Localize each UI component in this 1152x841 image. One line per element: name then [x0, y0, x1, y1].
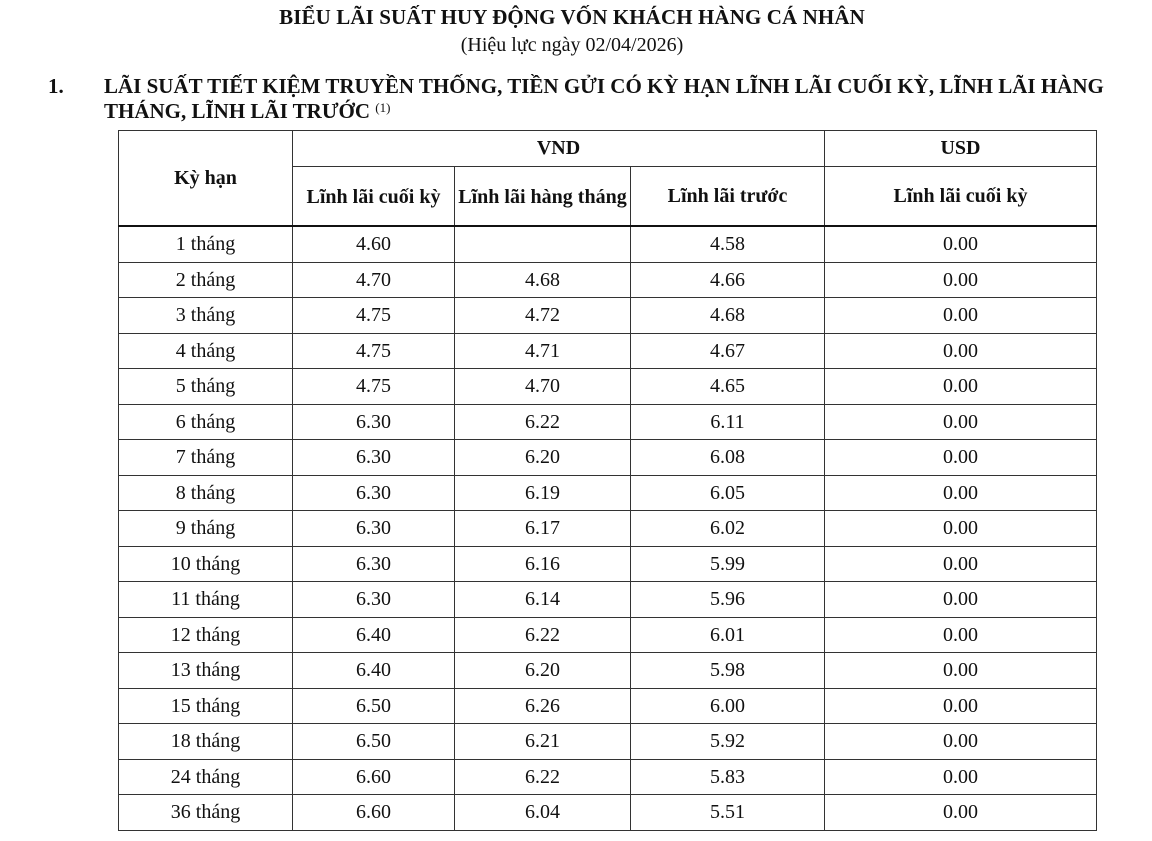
- vnd-end-cell: 4.75: [293, 333, 455, 369]
- vnd-monthly-cell: 6.22: [455, 759, 631, 795]
- usd-end-cell: 0.00: [825, 369, 1097, 405]
- section-number: 1.: [48, 74, 64, 98]
- header-vnd-upfront: Lĩnh lãi trước: [631, 167, 825, 227]
- header-term: Kỳ hạn: [119, 131, 293, 227]
- section-title: [104, 74, 1104, 124]
- vnd-monthly-cell: 6.04: [455, 795, 631, 831]
- usd-end-cell: 0.00: [825, 333, 1097, 369]
- usd-end-cell: 0.00: [825, 546, 1097, 582]
- vnd-upfront-cell: 5.92: [631, 724, 825, 760]
- vnd-end-cell: 4.75: [293, 298, 455, 334]
- table-row: [119, 617, 1097, 653]
- vnd-end-cell: 4.70: [293, 262, 455, 298]
- vnd-end-cell: 6.30: [293, 582, 455, 618]
- usd-end-cell: 0.00: [825, 688, 1097, 724]
- vnd-upfront-cell: 5.51: [631, 795, 825, 831]
- table-row: [119, 582, 1097, 618]
- vnd-end-cell: 6.40: [293, 653, 455, 689]
- table-body: [119, 226, 1097, 830]
- vnd-upfront-cell: 6.02: [631, 511, 825, 547]
- vnd-monthly-cell: 6.20: [455, 440, 631, 476]
- vnd-monthly-cell: 6.17: [455, 511, 631, 547]
- document-title: BIỂU LÃI SUẤT HUY ĐỘNG VỐN KHÁCH HÀNG CÁ NHÂN: [279, 5, 865, 29]
- term-cell: 8 tháng: [119, 475, 293, 511]
- effective-date: (Hiệu lực ngày 02/04/2026): [460, 34, 684, 56]
- term-cell: 7 tháng: [119, 440, 293, 476]
- term-cell: 13 tháng: [119, 653, 293, 689]
- vnd-upfront-cell: 4.66: [631, 262, 825, 298]
- table-row: [119, 759, 1097, 795]
- vnd-upfront-cell: 6.00: [631, 688, 825, 724]
- vnd-upfront-cell: 4.58: [631, 226, 825, 262]
- vnd-end-cell: 6.60: [293, 759, 455, 795]
- header-usd-end-of-term: Lĩnh lãi cuối kỳ: [825, 167, 1097, 227]
- vnd-end-cell: 6.30: [293, 511, 455, 547]
- vnd-upfront-cell: 4.67: [631, 333, 825, 369]
- term-cell: 2 tháng: [119, 262, 293, 298]
- usd-end-cell: 0.00: [825, 440, 1097, 476]
- header-usd-group: USD: [825, 131, 1097, 167]
- usd-end-cell: 0.00: [825, 617, 1097, 653]
- term-cell: 10 tháng: [119, 546, 293, 582]
- vnd-upfront-cell: 5.83: [631, 759, 825, 795]
- usd-end-cell: 0.00: [825, 475, 1097, 511]
- term-cell: 11 tháng: [119, 582, 293, 618]
- usd-end-cell: 0.00: [825, 298, 1097, 334]
- usd-end-cell: 0.00: [825, 795, 1097, 831]
- vnd-monthly-cell: [455, 226, 631, 262]
- term-cell: 18 tháng: [119, 724, 293, 760]
- vnd-monthly-cell: 6.16: [455, 546, 631, 582]
- usd-end-cell: 0.00: [825, 404, 1097, 440]
- vnd-upfront-cell: 6.08: [631, 440, 825, 476]
- footnote-marker: (1): [375, 100, 391, 115]
- vnd-monthly-cell: 6.22: [455, 617, 631, 653]
- vnd-end-cell: 6.50: [293, 724, 455, 760]
- vnd-end-cell: 6.30: [293, 440, 455, 476]
- table-row: [119, 688, 1097, 724]
- term-cell: 36 tháng: [119, 795, 293, 831]
- vnd-monthly-cell: 6.26: [455, 688, 631, 724]
- term-cell: 3 tháng: [119, 298, 293, 334]
- vnd-end-cell: 4.75: [293, 369, 455, 405]
- vnd-upfront-cell: 4.65: [631, 369, 825, 405]
- vnd-monthly-cell: 4.71: [455, 333, 631, 369]
- usd-end-cell: 0.00: [825, 511, 1097, 547]
- header-vnd-end-of-term: Lĩnh lãi cuối kỳ: [293, 167, 455, 227]
- vnd-monthly-cell: 6.22: [455, 404, 631, 440]
- vnd-monthly-cell: 4.70: [455, 369, 631, 405]
- vnd-end-cell: 6.30: [293, 475, 455, 511]
- vnd-end-cell: 6.50: [293, 688, 455, 724]
- vnd-monthly-cell: 6.20: [455, 653, 631, 689]
- table-row: [119, 440, 1097, 476]
- vnd-monthly-cell: 4.72: [455, 298, 631, 334]
- vnd-monthly-cell: 4.68: [455, 262, 631, 298]
- term-cell: 15 tháng: [119, 688, 293, 724]
- vnd-end-cell: 4.60: [293, 226, 455, 262]
- vnd-upfront-cell: 6.11: [631, 404, 825, 440]
- usd-end-cell: 0.00: [825, 653, 1097, 689]
- term-cell: 9 tháng: [119, 511, 293, 547]
- header-row-currency: [119, 131, 1097, 167]
- usd-end-cell: 0.00: [825, 226, 1097, 262]
- table-row: [119, 546, 1097, 582]
- vnd-monthly-cell: 6.14: [455, 582, 631, 618]
- vnd-upfront-cell: 6.01: [631, 617, 825, 653]
- term-cell: 5 tháng: [119, 369, 293, 405]
- table-row: [119, 724, 1097, 760]
- section-title-text: LÃI SUẤT TIẾT KIỆM TRUYỀN THỐNG, TIỀN GỬI CÓ KỲ HẠN LĨNH LÃI CUỐI KỲ, LĨNH LÃI HÀNG THÁNG, LĨNH LÃI TRƯỚC: [104, 74, 1104, 123]
- usd-end-cell: 0.00: [825, 582, 1097, 618]
- vnd-end-cell: 6.30: [293, 546, 455, 582]
- header-vnd-group: VND: [293, 131, 825, 167]
- table-row: [119, 511, 1097, 547]
- term-cell: 12 tháng: [119, 617, 293, 653]
- vnd-monthly-cell: 6.21: [455, 724, 631, 760]
- term-cell: 24 tháng: [119, 759, 293, 795]
- table-row: [119, 298, 1097, 334]
- vnd-end-cell: 6.40: [293, 617, 455, 653]
- term-cell: 6 tháng: [119, 404, 293, 440]
- header-vnd-monthly: Lĩnh lãi hàng tháng: [455, 167, 631, 227]
- table-row: [119, 262, 1097, 298]
- table-row: [119, 226, 1097, 262]
- usd-end-cell: 0.00: [825, 724, 1097, 760]
- term-cell: 1 tháng: [119, 226, 293, 262]
- table-row: [119, 653, 1097, 689]
- vnd-upfront-cell: 5.96: [631, 582, 825, 618]
- term-cell: 4 tháng: [119, 333, 293, 369]
- vnd-upfront-cell: 5.98: [631, 653, 825, 689]
- vnd-monthly-cell: 6.19: [455, 475, 631, 511]
- table-row: [119, 475, 1097, 511]
- table-row: [119, 404, 1097, 440]
- usd-end-cell: 0.00: [825, 759, 1097, 795]
- usd-end-cell: 0.00: [825, 262, 1097, 298]
- vnd-upfront-cell: 6.05: [631, 475, 825, 511]
- interest-rate-table: [118, 130, 1097, 831]
- vnd-end-cell: 6.60: [293, 795, 455, 831]
- table-row: [119, 333, 1097, 369]
- table-row: [119, 369, 1097, 405]
- vnd-end-cell: 6.30: [293, 404, 455, 440]
- vnd-upfront-cell: 4.68: [631, 298, 825, 334]
- vnd-upfront-cell: 5.99: [631, 546, 825, 582]
- table-row: [119, 795, 1097, 831]
